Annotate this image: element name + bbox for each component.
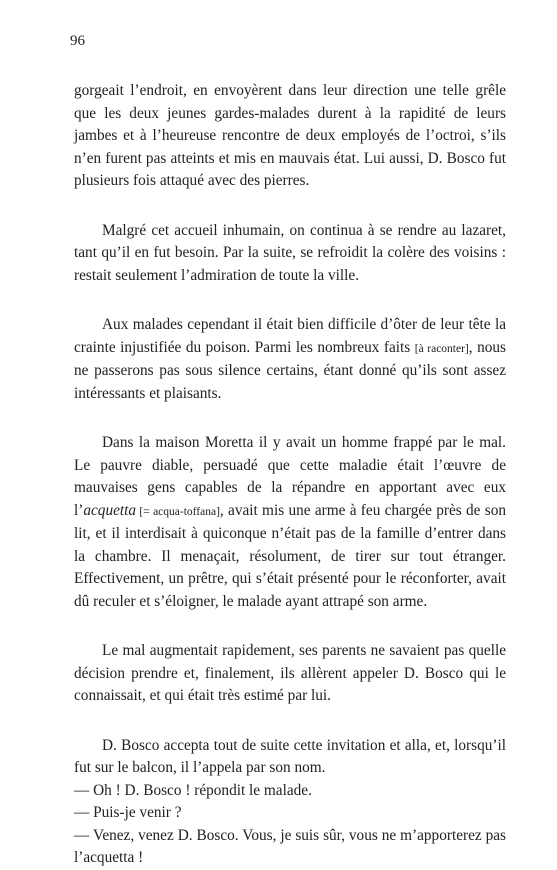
- paragraph-4: [74, 432, 506, 613]
- editorial-note: [à raconter]: [414, 342, 469, 355]
- paragraph-2: Malgré cet accueil inhumain, on continua à se rendre au lazaret, tant qu’il en fut besoin. Par la suite, se refroidit la colère des voisins : restait seulement l’admiration de toute la ville.: [74, 221, 506, 284]
- paragraph-3-text-before-note: Aux malades cependant il était bien difficile d’ôter de leur tête la crainte injustifiée du poison. Parmi les nombreux faits: [74, 316, 506, 356]
- paragraph-gap: [74, 193, 506, 220]
- body-text: [74, 80, 506, 870]
- paragraph-gap: [74, 613, 506, 640]
- paragraph-5: Le mal augmentait rapidement, ses parents ne savaient pas quelle décision prendre et, finalement, ils allèrent appeler D. Bosco qui le connaissait, et qui était très estimé par lui.: [74, 642, 506, 704]
- paragraph-gap: [74, 287, 506, 314]
- dialogue-line-2: — Puis-je venir ?: [74, 804, 182, 821]
- paragraph-gap: [74, 708, 506, 735]
- dialogue-line-1: — Oh ! D. Bosco ! répondit le malade.: [74, 781, 312, 799]
- paragraph-3: [74, 314, 506, 405]
- paragraph-6: D. Bosco accepta tout de suite cette invitation et alla, et, lorsqu’il fut sur le balcon, il l’appela par son nom.: [74, 736, 506, 776]
- editorial-note: [= acqua-toffana]: [136, 505, 220, 518]
- paragraph-4-text-after-note: , avait mis une arme à feu chargée près de son lit, et il interdisait à quiconque n’était pas de la famille d’entrer dans la chambre. Il menaçait, résolument, de tirer sur tout étranger. Effectivement, un prêtre, qui s’était présenté pour le réconforter, avait dû reculer et s’éloigner, le malade ayant attrapé son arme.: [74, 501, 506, 610]
- paragraph-4-text-before-italic: Dans la maison Moretta il y avait un homme frappé par le mal. Le pauvre diable, persuadé que cette maladie était l’œuvre de mauvaises gens capables de la répandre en apportant avec eux l’: [74, 434, 506, 519]
- paragraph-3-text-after-note: , nous ne passerons pas sous silence certains, étant donné qu’ils sont assez intéressants et plaisants.: [74, 338, 507, 402]
- paragraph-1: gorgeait l’endroit, en envoyèrent dans leur direction une telle grêle que les deux jeunes gardes-malades durent à la rapidité de leurs jambes et à l’heureuse rencontre de deux employés de l’octroi, s’ils n’en furent pas atteints et mis en mauvais état. Lui aussi, D. Bosco fut plusieurs fois attaqué avec des pierres.: [74, 82, 506, 189]
- paragraph-gap: [74, 405, 506, 432]
- italic-term: acquetta: [83, 501, 137, 519]
- dialogue-line-3: — Venez, venez D. Bosco. Vous, je suis sûr, vous ne m’apporterez pas l’acquetta !: [74, 826, 506, 866]
- page-number: 96: [70, 33, 85, 49]
